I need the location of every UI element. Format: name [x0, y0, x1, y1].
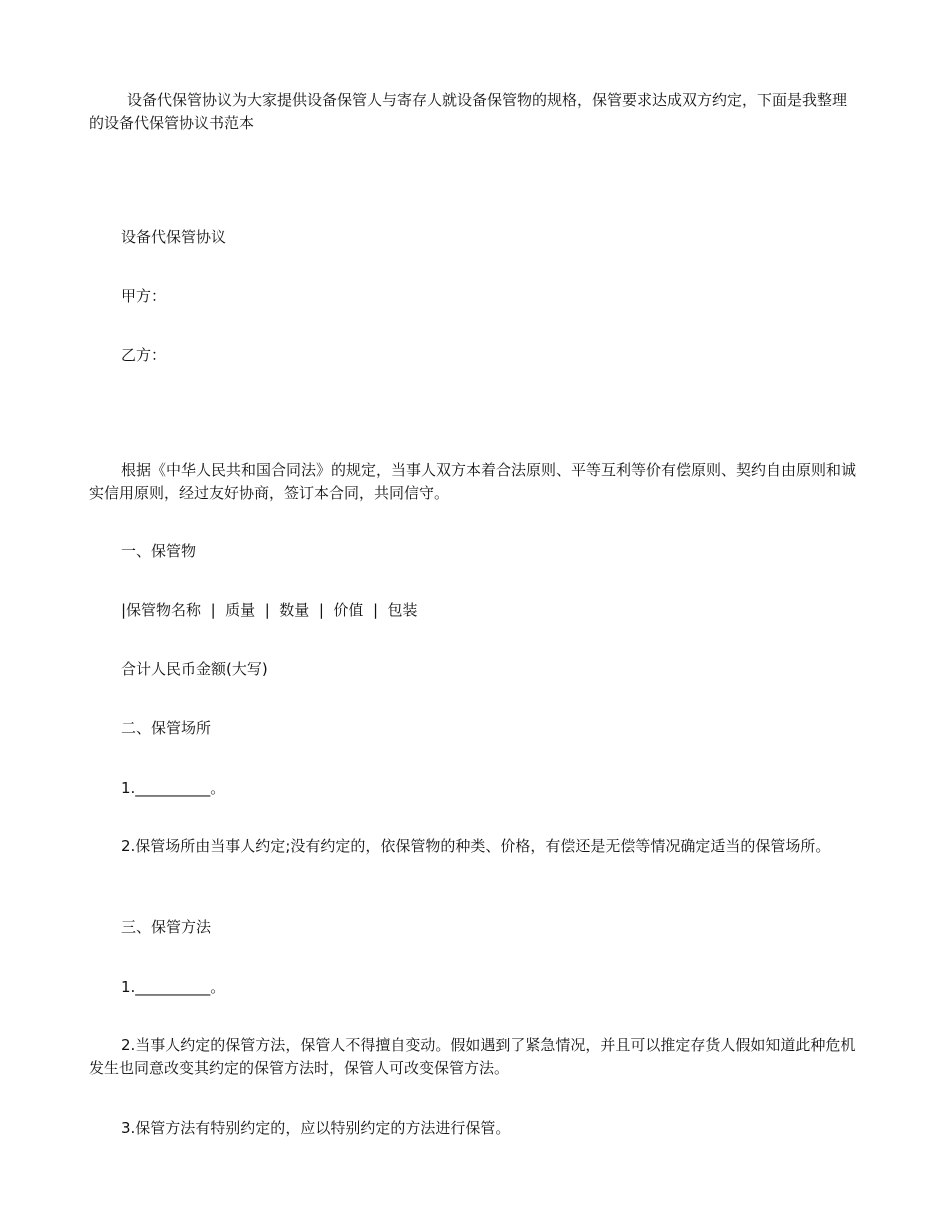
section-2-item-1: 1.__________。 [121, 779, 226, 797]
section-3-item-3: 3.保管方法有特别约定的，应以特别约定的方法进行保管。 [121, 1119, 511, 1137]
preamble-paragraph: 根据《中华人民共和国合同法》的规定，当事人双方本着合法原则、平等互利等价有偿原则、契约自由原则和诚实信用原则，经过友好协商，签订本合同，共同信守。 [89, 461, 857, 502]
section-3-item-2: 2.当事人约定的保管方法，保管人不得擅自变动。假如遇到了紧急情况，并且可以推定存货人假如知道此种危机发生也同意改变其约定的保管方法时，保管人可改变保管方法。 [89, 1036, 856, 1077]
document-title: 设备代保管协议 [121, 228, 227, 246]
party-a-label: 甲方： [121, 287, 167, 305]
section-2-item-2: 2.保管场所由当事人约定;没有约定的，依保管物的种类、价格，有偿还是无偿等情况确定适当的保管场所。 [121, 837, 831, 855]
section-1-heading: 一、保管物 [121, 542, 197, 560]
total-amount-label: 合计人民币金额(大写) [121, 660, 268, 678]
storage-items-table-header: |保管物名称 | 质量 | 数量 | 价值 | 包装 [121, 601, 418, 619]
section-3-heading: 三、保管方法 [121, 918, 212, 936]
section-2-heading: 二、保管场所 [121, 719, 212, 737]
intro-paragraph: 设备代保管协议为大家提供设备保管人与寄存人就设备保管物的规格，保管要求达成双方约定，下面是我整理的设备代保管协议书范本 [89, 91, 848, 132]
party-b-label: 乙方： [121, 346, 167, 364]
section-3-item-1: 1.__________。 [121, 978, 226, 996]
